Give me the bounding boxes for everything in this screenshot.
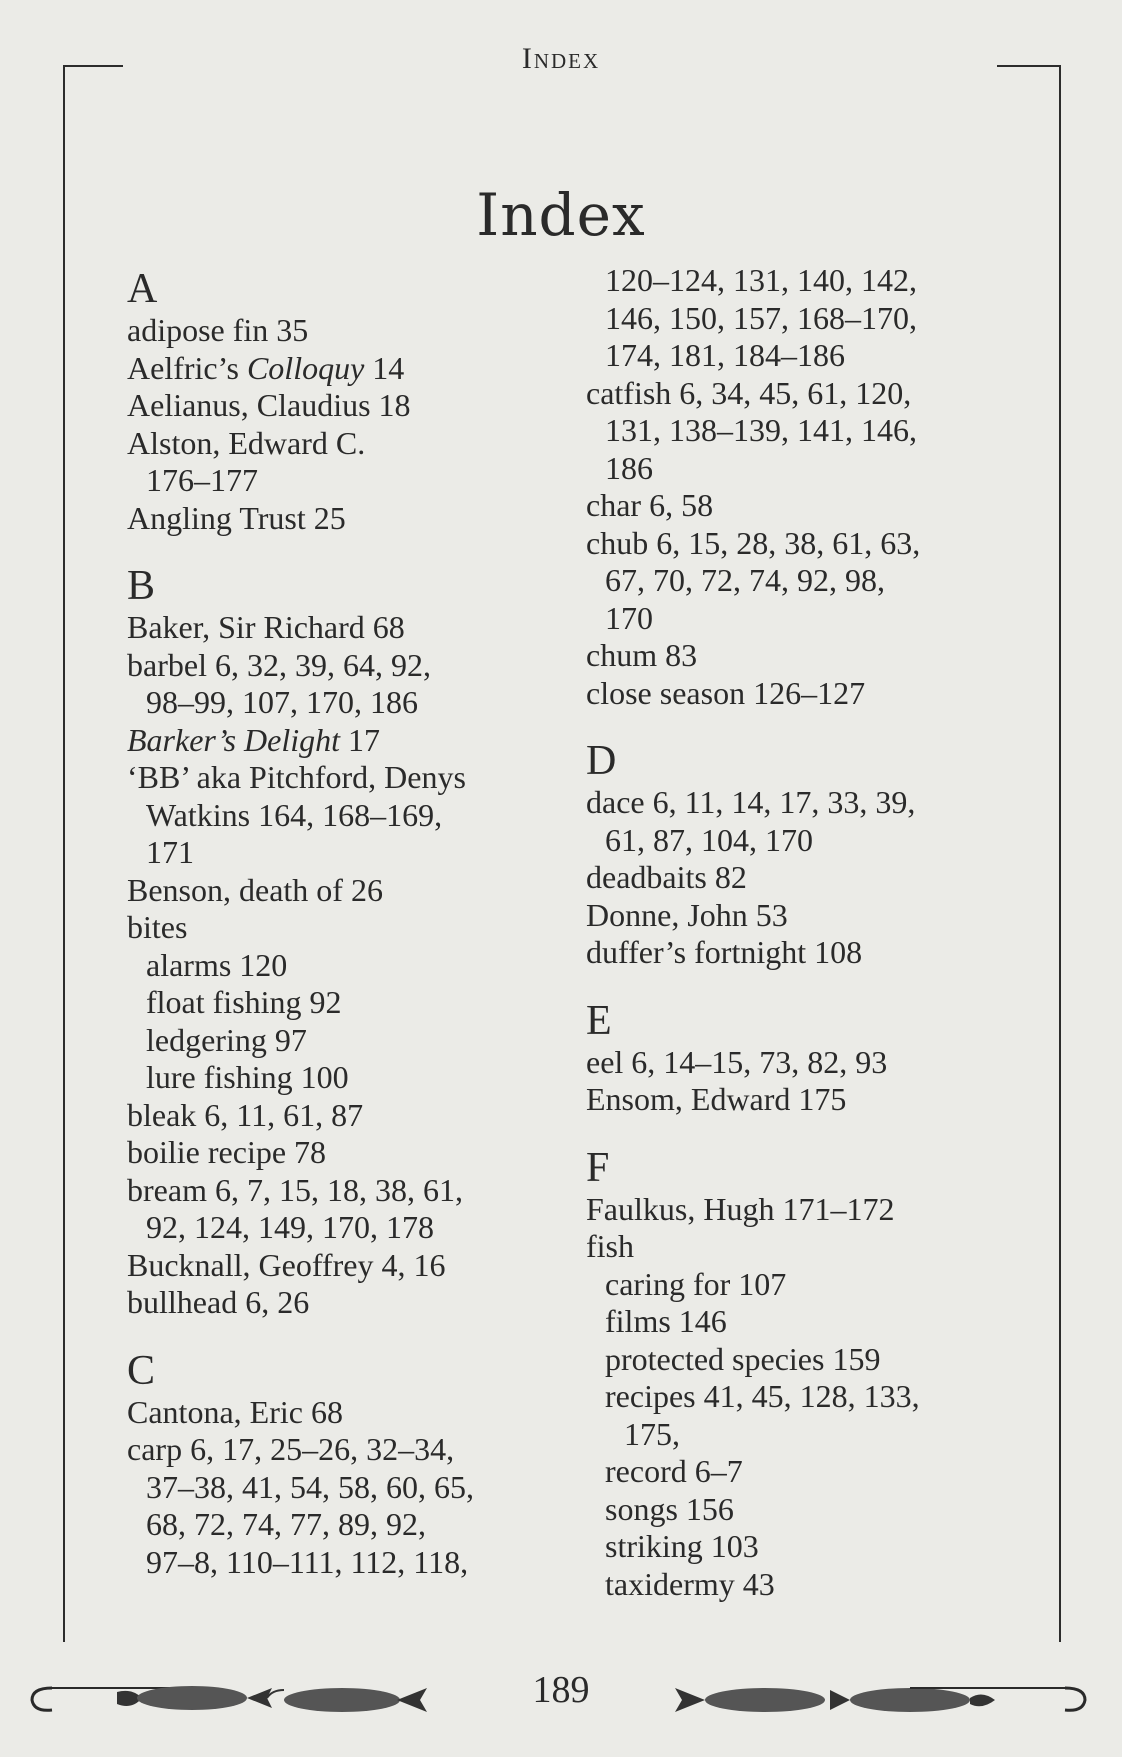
entry-text: deadbaits 82 bbox=[586, 859, 747, 895]
entry-pages: 17 bbox=[340, 721, 381, 758]
entry-title-italic: Barker’s Delight bbox=[127, 721, 341, 758]
index-entry-continuation bbox=[127, 1506, 577, 1544]
index-entry bbox=[127, 722, 577, 760]
entry-text: taxidermy 43 bbox=[605, 1565, 775, 1602]
entry-text: films 146 bbox=[605, 1303, 727, 1339]
entry-text: Ensom, Edward 175 bbox=[586, 1081, 847, 1117]
entry-text: 131, 138–139, 141, 146, bbox=[605, 412, 917, 448]
entry-text: 120–124, 131, 140, 142, bbox=[605, 262, 917, 298]
index-entry-continuation bbox=[127, 1544, 577, 1582]
entry-title-italic: Colloquy bbox=[246, 349, 365, 386]
index-entry bbox=[586, 934, 1036, 972]
index-entry-continuation bbox=[127, 1209, 577, 1247]
index-entry-continuation bbox=[586, 450, 1036, 488]
index-entry bbox=[127, 1247, 577, 1285]
index-entry bbox=[127, 1284, 577, 1322]
entry-text: 97–8, 110–111, 112, 118, bbox=[146, 1543, 469, 1580]
entry-text: caring for 107 bbox=[605, 1265, 787, 1302]
entry-text: 68, 72, 74, 77, 89, 92, bbox=[146, 1506, 426, 1542]
entry-text: songs 156 bbox=[605, 1490, 734, 1527]
entry-text: protected species 159 bbox=[605, 1340, 881, 1377]
index-subentry bbox=[586, 1491, 1036, 1529]
entry-text: Angling Trust 25 bbox=[127, 499, 346, 536]
index-entry-continuation bbox=[127, 797, 577, 835]
fish-icon bbox=[830, 1688, 995, 1712]
entry-text: 37–38, 41, 54, 58, 60, 65, bbox=[146, 1468, 474, 1505]
index-entry bbox=[127, 350, 577, 388]
index-entry bbox=[127, 1394, 577, 1432]
index-entry-continuation bbox=[127, 684, 577, 722]
index-entry bbox=[586, 675, 1036, 713]
index-entry bbox=[586, 487, 1036, 525]
index-entry-continuation bbox=[127, 1469, 577, 1507]
section-letter: B bbox=[127, 563, 156, 609]
section-letter: D bbox=[586, 738, 617, 784]
entry-text: 175, bbox=[624, 1415, 680, 1452]
entry-text: 61, 87, 104, 170 bbox=[605, 821, 813, 858]
index-entry bbox=[127, 1431, 577, 1469]
index-subentry bbox=[586, 1378, 1036, 1416]
index-entry-continuation bbox=[586, 1416, 1036, 1454]
index-entry bbox=[586, 1081, 1036, 1119]
index-entry bbox=[127, 759, 577, 797]
index-entry-continuation bbox=[586, 600, 1036, 638]
entry-text: 98–99, 107, 170, 186 bbox=[146, 684, 418, 720]
entry-text: ‘BB’ aka Pitchford, Denys bbox=[127, 759, 466, 795]
index-entry bbox=[127, 1172, 577, 1210]
entry-text: bites bbox=[127, 909, 188, 945]
entry-text: Faulkus, Hugh 171–172 bbox=[586, 1190, 895, 1227]
index-entry bbox=[586, 784, 1036, 822]
index-entry bbox=[127, 909, 577, 947]
entry-text: lure fishing 100 bbox=[146, 1059, 349, 1095]
index-subentry bbox=[127, 1022, 577, 1060]
entry-text: record 6–7 bbox=[605, 1453, 743, 1489]
entry-text: 92, 124, 149, 170, 178 bbox=[146, 1209, 434, 1245]
entry-text: Benson, death of 26 bbox=[127, 871, 383, 908]
entry-pages: 14 bbox=[364, 349, 405, 386]
index-entry bbox=[127, 609, 577, 647]
entry-text: eel 6, 14–15, 73, 82, 93 bbox=[586, 1043, 888, 1080]
index-entry bbox=[586, 1228, 1036, 1266]
entry-text: Cantona, Eric 68 bbox=[127, 1393, 343, 1430]
entry-text: adipose fin 35 bbox=[127, 312, 309, 348]
running-head: Index bbox=[521, 42, 601, 75]
entry-text: alarms 120 bbox=[146, 946, 288, 983]
entry-text: barbel 6, 32, 39, 64, 92, bbox=[127, 646, 431, 683]
index-entry-continuation bbox=[586, 562, 1036, 600]
index-subentry bbox=[586, 1453, 1036, 1491]
index-entry bbox=[127, 425, 577, 463]
index-column-left bbox=[127, 266, 577, 1581]
index-entry bbox=[127, 647, 577, 685]
entry-text: catfish 6, 34, 45, 61, 120, bbox=[586, 374, 912, 411]
section-letter: C bbox=[127, 1347, 156, 1394]
entry-text: Alston, Edward C. bbox=[127, 424, 366, 461]
index-entry-continuation bbox=[586, 262, 1036, 300]
index-entry bbox=[127, 500, 577, 538]
entry-text: recipes 41, 45, 128, 133, bbox=[605, 1378, 920, 1414]
index-entry-continuation bbox=[586, 337, 1036, 375]
section-letter: E bbox=[586, 997, 612, 1044]
index-entry bbox=[586, 1044, 1036, 1082]
index-subentry bbox=[127, 984, 577, 1022]
fish-icon bbox=[675, 1688, 825, 1712]
index-column-right bbox=[586, 262, 1036, 1603]
index-subentry bbox=[127, 1059, 577, 1097]
index-subentry bbox=[127, 947, 577, 985]
entry-text: 176–177 bbox=[146, 462, 258, 498]
entry-text: float fishing 92 bbox=[146, 984, 342, 1020]
entry-text: 186 bbox=[605, 449, 653, 486]
index-entry bbox=[586, 897, 1036, 935]
frame-right-vertical bbox=[1059, 65, 1061, 1642]
index-entry-continuation bbox=[586, 412, 1036, 450]
index-subentry bbox=[586, 1303, 1036, 1341]
index-entry bbox=[586, 1191, 1036, 1229]
entry-text: bleak 6, 11, 61, 87 bbox=[127, 1096, 364, 1133]
page-title: Index bbox=[476, 180, 646, 249]
entry-text: 171 bbox=[146, 834, 194, 870]
index-entry bbox=[586, 637, 1036, 675]
entry-text: boilie recipe 78 bbox=[127, 1134, 327, 1170]
index-entry bbox=[586, 525, 1036, 563]
entry-text: Baker, Sir Richard 68 bbox=[127, 609, 405, 645]
index-entry bbox=[127, 387, 577, 425]
entry-text: Watkins 164, 168–169, bbox=[146, 796, 443, 833]
entry-text: carp 6, 17, 25–26, 32–34, bbox=[127, 1431, 455, 1467]
index-entry-continuation bbox=[127, 834, 577, 872]
section-letter: A bbox=[127, 266, 158, 312]
entry-text: striking 103 bbox=[605, 1528, 759, 1564]
entry-text: chub 6, 15, 28, 38, 61, 63, bbox=[586, 524, 921, 561]
entry-text: char 6, 58 bbox=[586, 487, 714, 523]
index-subentry bbox=[586, 1341, 1036, 1379]
index-entry bbox=[586, 375, 1036, 413]
entry-text: Bucknall, Geoffrey 4, 16 bbox=[127, 1246, 446, 1283]
entry-text: 174, 181, 184–186 bbox=[605, 337, 845, 373]
section-letter: F bbox=[586, 1144, 610, 1191]
entry-text: bream 6, 7, 15, 18, 38, 61, bbox=[127, 1171, 463, 1208]
frame-left-vertical bbox=[63, 65, 65, 1642]
page-number: 189 bbox=[532, 1669, 590, 1711]
entry-text: close season 126–127 bbox=[586, 674, 866, 711]
entry-text: 146, 150, 157, 168–170, bbox=[605, 299, 917, 336]
index-subentry bbox=[586, 1566, 1036, 1604]
entry-text: chum 83 bbox=[586, 637, 698, 673]
entry-text: 170 bbox=[605, 599, 653, 636]
entry-text: 67, 70, 72, 74, 92, 98, bbox=[605, 562, 885, 598]
entry-text: bullhead 6, 26 bbox=[127, 1284, 310, 1320]
entry-text: dace 6, 11, 14, 17, 33, 39, bbox=[586, 784, 916, 820]
index-entry bbox=[127, 872, 577, 910]
index-entry bbox=[127, 312, 577, 350]
entry-text: Aelianus, Claudius 18 bbox=[127, 387, 411, 423]
entry-text: ledgering 97 bbox=[146, 1021, 307, 1058]
entry-text: Donne, John 53 bbox=[586, 896, 788, 933]
index-entry bbox=[127, 1134, 577, 1172]
index-subentry bbox=[586, 1266, 1036, 1304]
entry-text: Aelfric’s bbox=[127, 349, 247, 386]
index-entry bbox=[127, 1097, 577, 1135]
fish-ornament-right bbox=[670, 1660, 1100, 1730]
index-entry-continuation bbox=[586, 300, 1036, 338]
index-subentry bbox=[586, 1528, 1036, 1566]
index-entry-continuation bbox=[127, 462, 577, 500]
index-entry-continuation bbox=[586, 822, 1036, 860]
entry-text: duffer’s fortnight 108 bbox=[586, 934, 863, 970]
entry-text: fish bbox=[586, 1228, 634, 1264]
index-entry bbox=[586, 859, 1036, 897]
